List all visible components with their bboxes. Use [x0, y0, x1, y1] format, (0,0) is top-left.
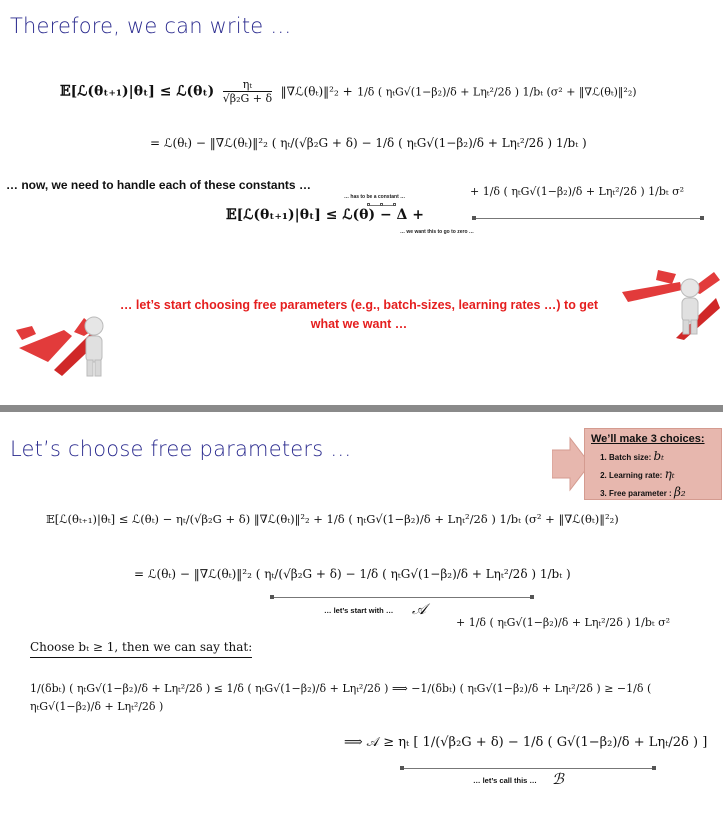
note-go-to-zero: … we want this to go to zero …: [400, 229, 474, 235]
eq1-tail: 1/δ ( ηₜG√(1−β₂)/δ + Lηₜ²/2δ ) 1/bₜ (σ² + ‖∇ℒ(θₜ)‖²₂): [357, 85, 637, 99]
choice-item-3: 3. Free parameter : β₂: [609, 485, 715, 499]
choice-item-2: 2. Learning rate: ηₜ: [609, 467, 715, 481]
note-constants: … now, we need to handle each of these constants …: [6, 178, 311, 192]
underline-B-right: [652, 766, 656, 770]
crossroads-figure-left: [14, 300, 114, 380]
choices-heading: We’ll make 3 choices:: [591, 433, 705, 445]
section2-title: Let’s choose free parameters …: [10, 437, 352, 461]
note-start-with: … let’s start with …: [324, 606, 394, 615]
eq1-lhs: 𝔼[ℒ(θₜ₊₁)|θₜ] ≤ ℒ(θₜ): [60, 83, 215, 100]
underline-B-left: [400, 766, 404, 770]
note-call-this: … let’s call this …: [473, 776, 537, 785]
choice-item-1: 1. Batch size: bₜ: [609, 449, 715, 463]
underline-handle-left: [472, 216, 476, 220]
section2-eq3: + 1/δ ( ηₜG√(1−β₂)/δ + Lηₜ²/2δ ) 1/bₜ σ²: [456, 616, 671, 629]
delta-handle-mid: [380, 203, 383, 206]
eq1-frac: $\frac{\text{ηₜ}}{\text{√β₂G + δ}}$: [222, 78, 273, 105]
red-instruction: … let’s start choosing free parameters (e.g., batch-sizes, learning rates …) to get what we want …: [119, 298, 599, 331]
section2-result: ⟹ 𝒜 ≥ ηₜ [ 1/(√β₂G + δ) − 1/δ ( G√(1−β₂)/δ + Lηₜ/2δ ) ]: [344, 735, 708, 750]
section1-eq2: = ℒ(θₜ) − ‖∇ℒ(θₜ)‖²₂ ( ηₜ/(√β₂G + δ) − 1/δ ( ηₜG√(1−β₂)/δ + Lηₜ²/2δ ) 1/bₜ ): [150, 136, 587, 150]
section2-eq2: = ℒ(θₜ) − ‖∇ℒ(θₜ)‖²₂ ( ηₜ/(√β₂G + δ) − 1/δ ( ηₜG√(1−β₂)/δ + Lηₜ²/2δ ) 1/bₜ ): [134, 567, 571, 581]
section1-eq3: + 1/δ ( ηₜG√(1−β₂)/δ + Lηₜ²/2δ ) 1/bₜ σ²: [470, 185, 685, 198]
underline-handle-right: [700, 216, 704, 220]
choices-box: [584, 428, 722, 500]
section1-eq1: [60, 78, 700, 105]
symbol-A: 𝒜: [412, 600, 427, 618]
delta-handle-right: [393, 203, 396, 206]
section1-title: Therefore, we can write …: [10, 14, 292, 38]
symbol-B: ℬ: [552, 770, 564, 788]
underline-A-right: [530, 595, 534, 599]
underline-B: [402, 768, 654, 769]
note-has-to-be-constant: … has to be a constant …: [344, 194, 406, 200]
eq1-grad: ‖∇ℒ(θₜ)‖²₂ +: [280, 84, 353, 99]
section2-eq1: 𝔼[ℒ(θₜ₊₁)|θₜ] ≤ ℒ(θₜ) − ηₜ/(√β₂G + δ) ‖∇ℒ(θₜ)‖²₂ + 1/δ ( ηₜG√(1−β₂)/δ + Lηₜ²/2δ ) 1/bₜ (σ² + ‖∇ℒ(θₜ)‖²₂): [46, 512, 619, 526]
delta-handle-left: [367, 203, 370, 206]
section2-ineq: 1/(δbₜ) ( ηₜG√(1−β₂)/δ + Lηₜ²/2δ ) ≤ 1/δ ( ηₜG√(1−β₂)/δ + Lηₜ²/2δ ) ⟹ −1/(δbₜ) ( ηₜG√(1−β₂)/δ + Lηₜ²/2δ ) ≥ −1/δ ( ηₜG√(1−β₂)/δ + Lηₜ²/2δ ): [30, 682, 652, 713]
underline-constant: [474, 218, 702, 219]
choose-text: Choose bₜ ≥ 1, then we can say that:: [30, 640, 252, 658]
underline-A: [272, 597, 532, 598]
section-divider: [0, 405, 723, 412]
underline-A-left: [270, 595, 274, 599]
section1-eq4: 𝔼[ℒ(θₜ₊₁)|θₜ] ≤ ℒ(θ) − Δ +: [226, 207, 425, 223]
crossroads-figure-right: [620, 268, 720, 340]
